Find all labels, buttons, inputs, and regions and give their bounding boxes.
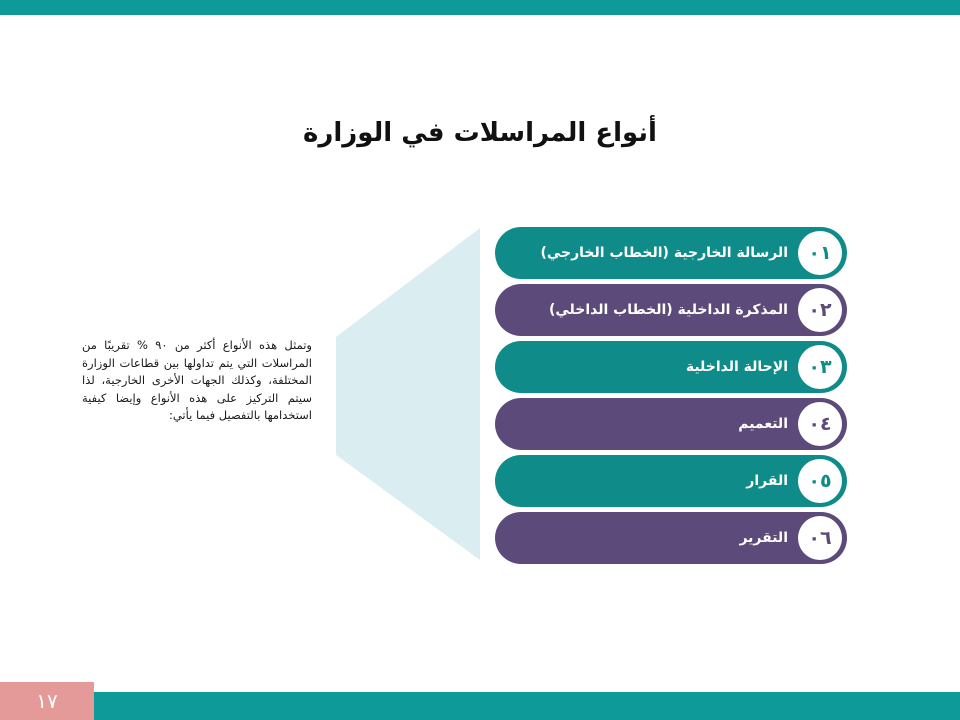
bottom-accent-bar [0, 692, 960, 720]
item-number-badge: ٠٢ [798, 288, 842, 332]
list-item [495, 455, 847, 507]
page-number: ١٧ [36, 689, 58, 713]
list-item [495, 341, 847, 393]
slide-title: أنواع المراسلات في الوزارة [303, 118, 657, 148]
item-number-badge: ٠٣ [798, 345, 842, 389]
item-number-badge: ٠٥ [798, 459, 842, 503]
list-item [495, 227, 847, 279]
item-number-badge: ٠١ [798, 231, 842, 275]
item-label: التقرير [739, 530, 788, 546]
list-item [495, 398, 847, 450]
item-label: التعميم [738, 416, 788, 432]
description-text: وتمثل هذه الأنواع أكثر من ٩٠ % تقريبًا من المراسلات التي يتم تداولها بين قطاعات الوزارة المختلفة، وكذلك الجهات الأخرى الخارجية، لذا سيتم التركيز على هذه الأنواع وإيضا كيفية استخدامها بالتفصيل فيما يأتي: [82, 338, 312, 422]
item-number-badge: ٠٦ [798, 516, 842, 560]
page-number-box [0, 682, 94, 720]
item-label: القرار [746, 473, 788, 489]
list-item [495, 284, 847, 336]
item-number-badge: ٠٤ [798, 402, 842, 446]
list-item [495, 512, 847, 564]
item-label: الإحالة الداخلية [685, 359, 788, 375]
types-list [495, 227, 847, 569]
item-label: الرسالة الخارجية (الخطاب الخارجي) [540, 245, 788, 261]
item-label: المذكرة الداخلية (الخطاب الداخلي) [548, 302, 788, 318]
